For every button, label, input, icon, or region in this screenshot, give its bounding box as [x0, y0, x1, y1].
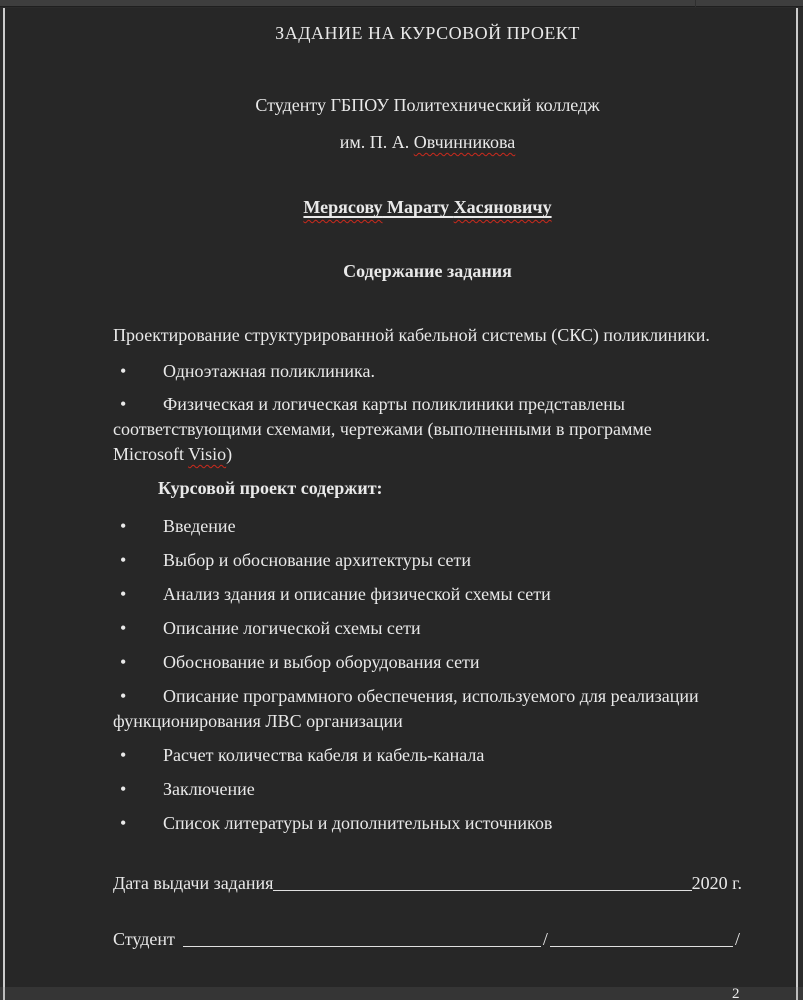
list-item-text: Выбор и обоснование архитектуры сети	[163, 550, 472, 570]
list-item-text: Обоснование и выбор оборудования сети	[163, 652, 480, 672]
date-issued-label: Дата выдачи задания	[113, 873, 274, 893]
bullet-icon: •	[120, 813, 127, 833]
document-page[interactable]	[3, 8, 798, 1000]
task-list-item	[113, 359, 742, 384]
list-item	[113, 684, 742, 734]
list-item-text: Введение	[163, 516, 236, 536]
misspelled-word: Овчинникова	[413, 132, 516, 152]
list-item	[113, 514, 742, 539]
bullet-icon: •	[120, 394, 127, 414]
bullet-icon: •	[120, 652, 127, 672]
window-bottom-edge	[0, 987, 803, 1000]
list-item-text: Расчет количества кабеля и кабель-канала	[163, 745, 485, 765]
task-item-text-suffix: )	[226, 444, 233, 464]
addressee-line-2	[113, 130, 742, 155]
list-item	[113, 777, 742, 802]
recipient-name	[113, 195, 742, 220]
student-label: Студент	[113, 929, 175, 949]
list-item	[113, 743, 742, 768]
bullet-icon: •	[120, 361, 127, 381]
addressee-line-2-prefix: им. П. А.	[339, 132, 414, 152]
window-top-edge	[0, 0, 803, 7]
list-item-text: Описание логической схемы сети	[163, 618, 421, 638]
list-item-text: Описание программного обеспечения, используемого для реализации функционирования ЛВС организации	[113, 686, 699, 731]
list-item	[113, 582, 742, 607]
bullet-icon: •	[120, 618, 127, 638]
bullet-icon: •	[120, 584, 127, 604]
name-blank-line[interactable]	[550, 946, 733, 947]
bullet-icon: •	[120, 686, 127, 706]
project-description: Проектирование структурированной кабельной системы (СКС) поликлиники.	[113, 325, 710, 345]
signature-blank-line[interactable]	[183, 946, 541, 947]
document-title: ЗАДАНИЕ НА КУРСОВОЙ ПРОЕКТ	[275, 23, 580, 43]
slash-separator: /	[734, 929, 740, 949]
list-item	[113, 650, 742, 675]
task-item-text: Одноэтажная поликлиника.	[163, 361, 376, 381]
top-edge-divider	[695, 0, 696, 7]
contents-list	[113, 514, 742, 836]
contents-heading: Курсовой проект содержит:	[158, 478, 383, 498]
date-blank-line[interactable]	[273, 890, 691, 891]
misspelled-word: Хасяновичу	[453, 197, 552, 217]
bullet-icon: •	[120, 745, 127, 765]
task-list-item	[113, 392, 688, 467]
misspelled-word: Мерясову	[303, 197, 383, 217]
slash-separator: /	[542, 929, 548, 949]
list-item-text: Список литературы и дополнительных источников	[163, 813, 553, 833]
bullet-icon: •	[120, 779, 127, 799]
list-item	[113, 811, 742, 836]
list-item-text: Анализ здания и описание физической схемы сети	[163, 584, 551, 604]
bullet-icon: •	[120, 516, 127, 536]
recipient-middle-name: Марату	[382, 197, 454, 217]
list-item	[113, 616, 742, 641]
addressee-line-1: Студенту ГБПОУ Политехнический колледж	[255, 95, 600, 115]
page-content	[5, 21, 796, 950]
student-signature-row	[113, 929, 742, 950]
list-item-text: Заключение	[163, 779, 255, 799]
list-item	[113, 548, 742, 573]
recipient-name-underline	[303, 197, 551, 217]
section-heading: Содержание задания	[343, 261, 512, 281]
page-number: 2	[732, 986, 740, 1000]
misspelled-word: Visio	[188, 444, 227, 464]
task-item-text: Физическая и логическая карты поликлиники представлены соответствующими схемами, чертежами (выполненными в программе Microsoft	[113, 394, 652, 464]
date-issued-row	[113, 873, 742, 894]
year-label: 2020 г.	[691, 873, 742, 893]
bullet-icon: •	[120, 550, 127, 570]
